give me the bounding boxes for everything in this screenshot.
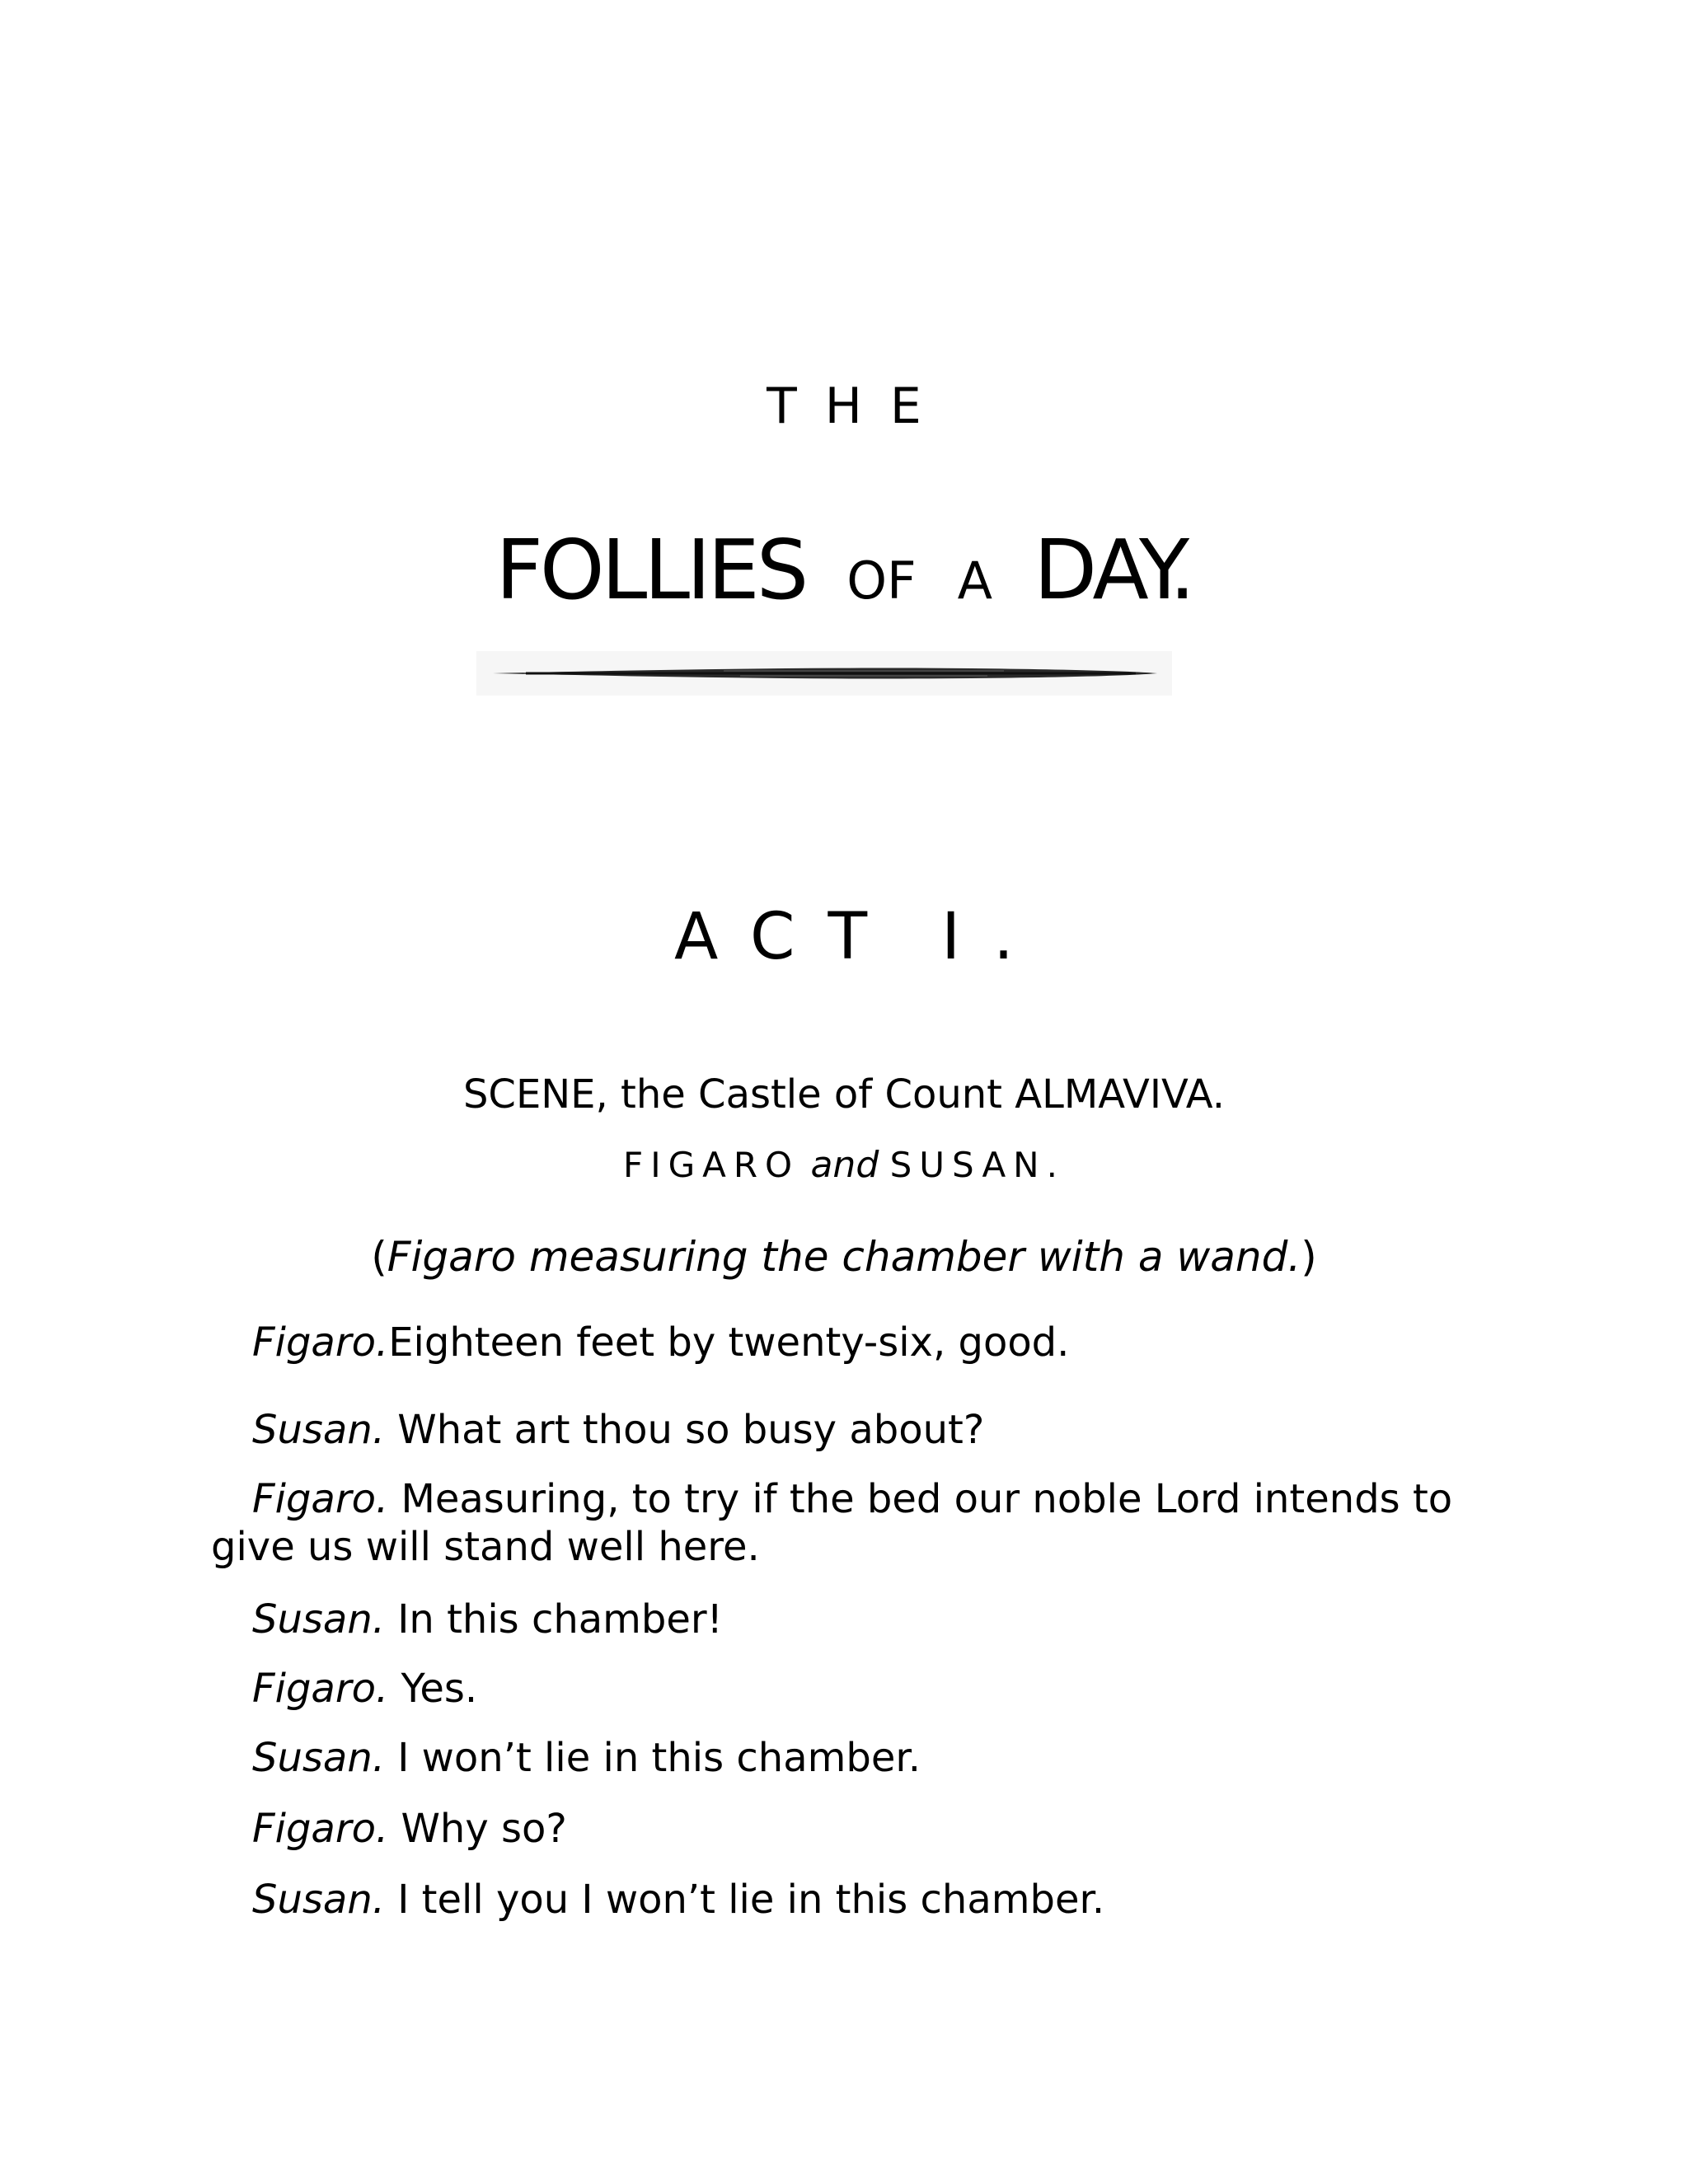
dialogue-text: I tell you I won’t lie in this chamber. xyxy=(385,1877,1105,1923)
speaker-name: Figaro. xyxy=(252,1806,389,1852)
act-number: I. xyxy=(941,900,1047,974)
speaker-name: Susan. xyxy=(252,1407,385,1453)
act-word: ACT xyxy=(674,900,901,974)
speaker-name: Susan. xyxy=(252,1596,385,1643)
ornamental-rule xyxy=(476,651,1172,696)
dialogue-line xyxy=(211,1734,1497,1782)
stage-direction-text: Figaro measuring the chamber with a wand. xyxy=(387,1233,1301,1281)
scene-characters xyxy=(0,1142,1688,1188)
dialogue-line xyxy=(252,1319,1538,1366)
dialogue-line xyxy=(211,1876,1497,1924)
dialogue-line xyxy=(211,1805,1497,1853)
title-day: DAY. xyxy=(1034,522,1193,618)
scene-setting: SCENE, the Castle of Count ALMAVIVA. xyxy=(462,1071,1226,1118)
dialogue-text: In this chamber! xyxy=(385,1596,723,1643)
stage-direction-close: ) xyxy=(1301,1233,1317,1281)
dialogue-line xyxy=(211,1406,1497,1454)
dialogue-text: I won’t lie in this chamber. xyxy=(385,1735,921,1781)
dialogue-text: Yes. xyxy=(388,1666,478,1712)
stage-direction-open: ( xyxy=(371,1233,387,1281)
dialogue-text: Eighteen feet by twenty-six, good. xyxy=(388,1319,1070,1366)
title-the: THE xyxy=(767,377,950,435)
act-heading xyxy=(0,900,1688,974)
character-figaro: FIGARO xyxy=(623,1145,800,1185)
speaker-name: Susan. xyxy=(252,1735,385,1781)
title-follies: FOLLIES xyxy=(495,522,806,618)
character-susan: SUSAN. xyxy=(889,1145,1065,1185)
title-of: OF xyxy=(846,551,917,611)
play-title xyxy=(0,521,1688,630)
stage-direction xyxy=(0,1231,1688,1282)
speaker-name: Figaro. xyxy=(252,1476,389,1522)
speaker-name: Figaro. xyxy=(252,1666,389,1712)
title-a: A xyxy=(957,551,993,611)
dialogue-line xyxy=(211,1596,1497,1643)
speaker-name: Figaro. xyxy=(252,1319,389,1366)
dialogue-text: Why so? xyxy=(388,1806,567,1852)
dialogue-line xyxy=(211,1665,1497,1713)
dialogue-text: Measuring, to try if the bed our noble Lord intends to give us will stand well here. xyxy=(211,1476,1453,1570)
dialogue-text: What art thou so busy about? xyxy=(385,1407,985,1453)
speaker-name: Susan. xyxy=(252,1877,385,1923)
character-conjunction: and xyxy=(810,1144,879,1186)
dialogue-line xyxy=(211,1475,1497,1571)
